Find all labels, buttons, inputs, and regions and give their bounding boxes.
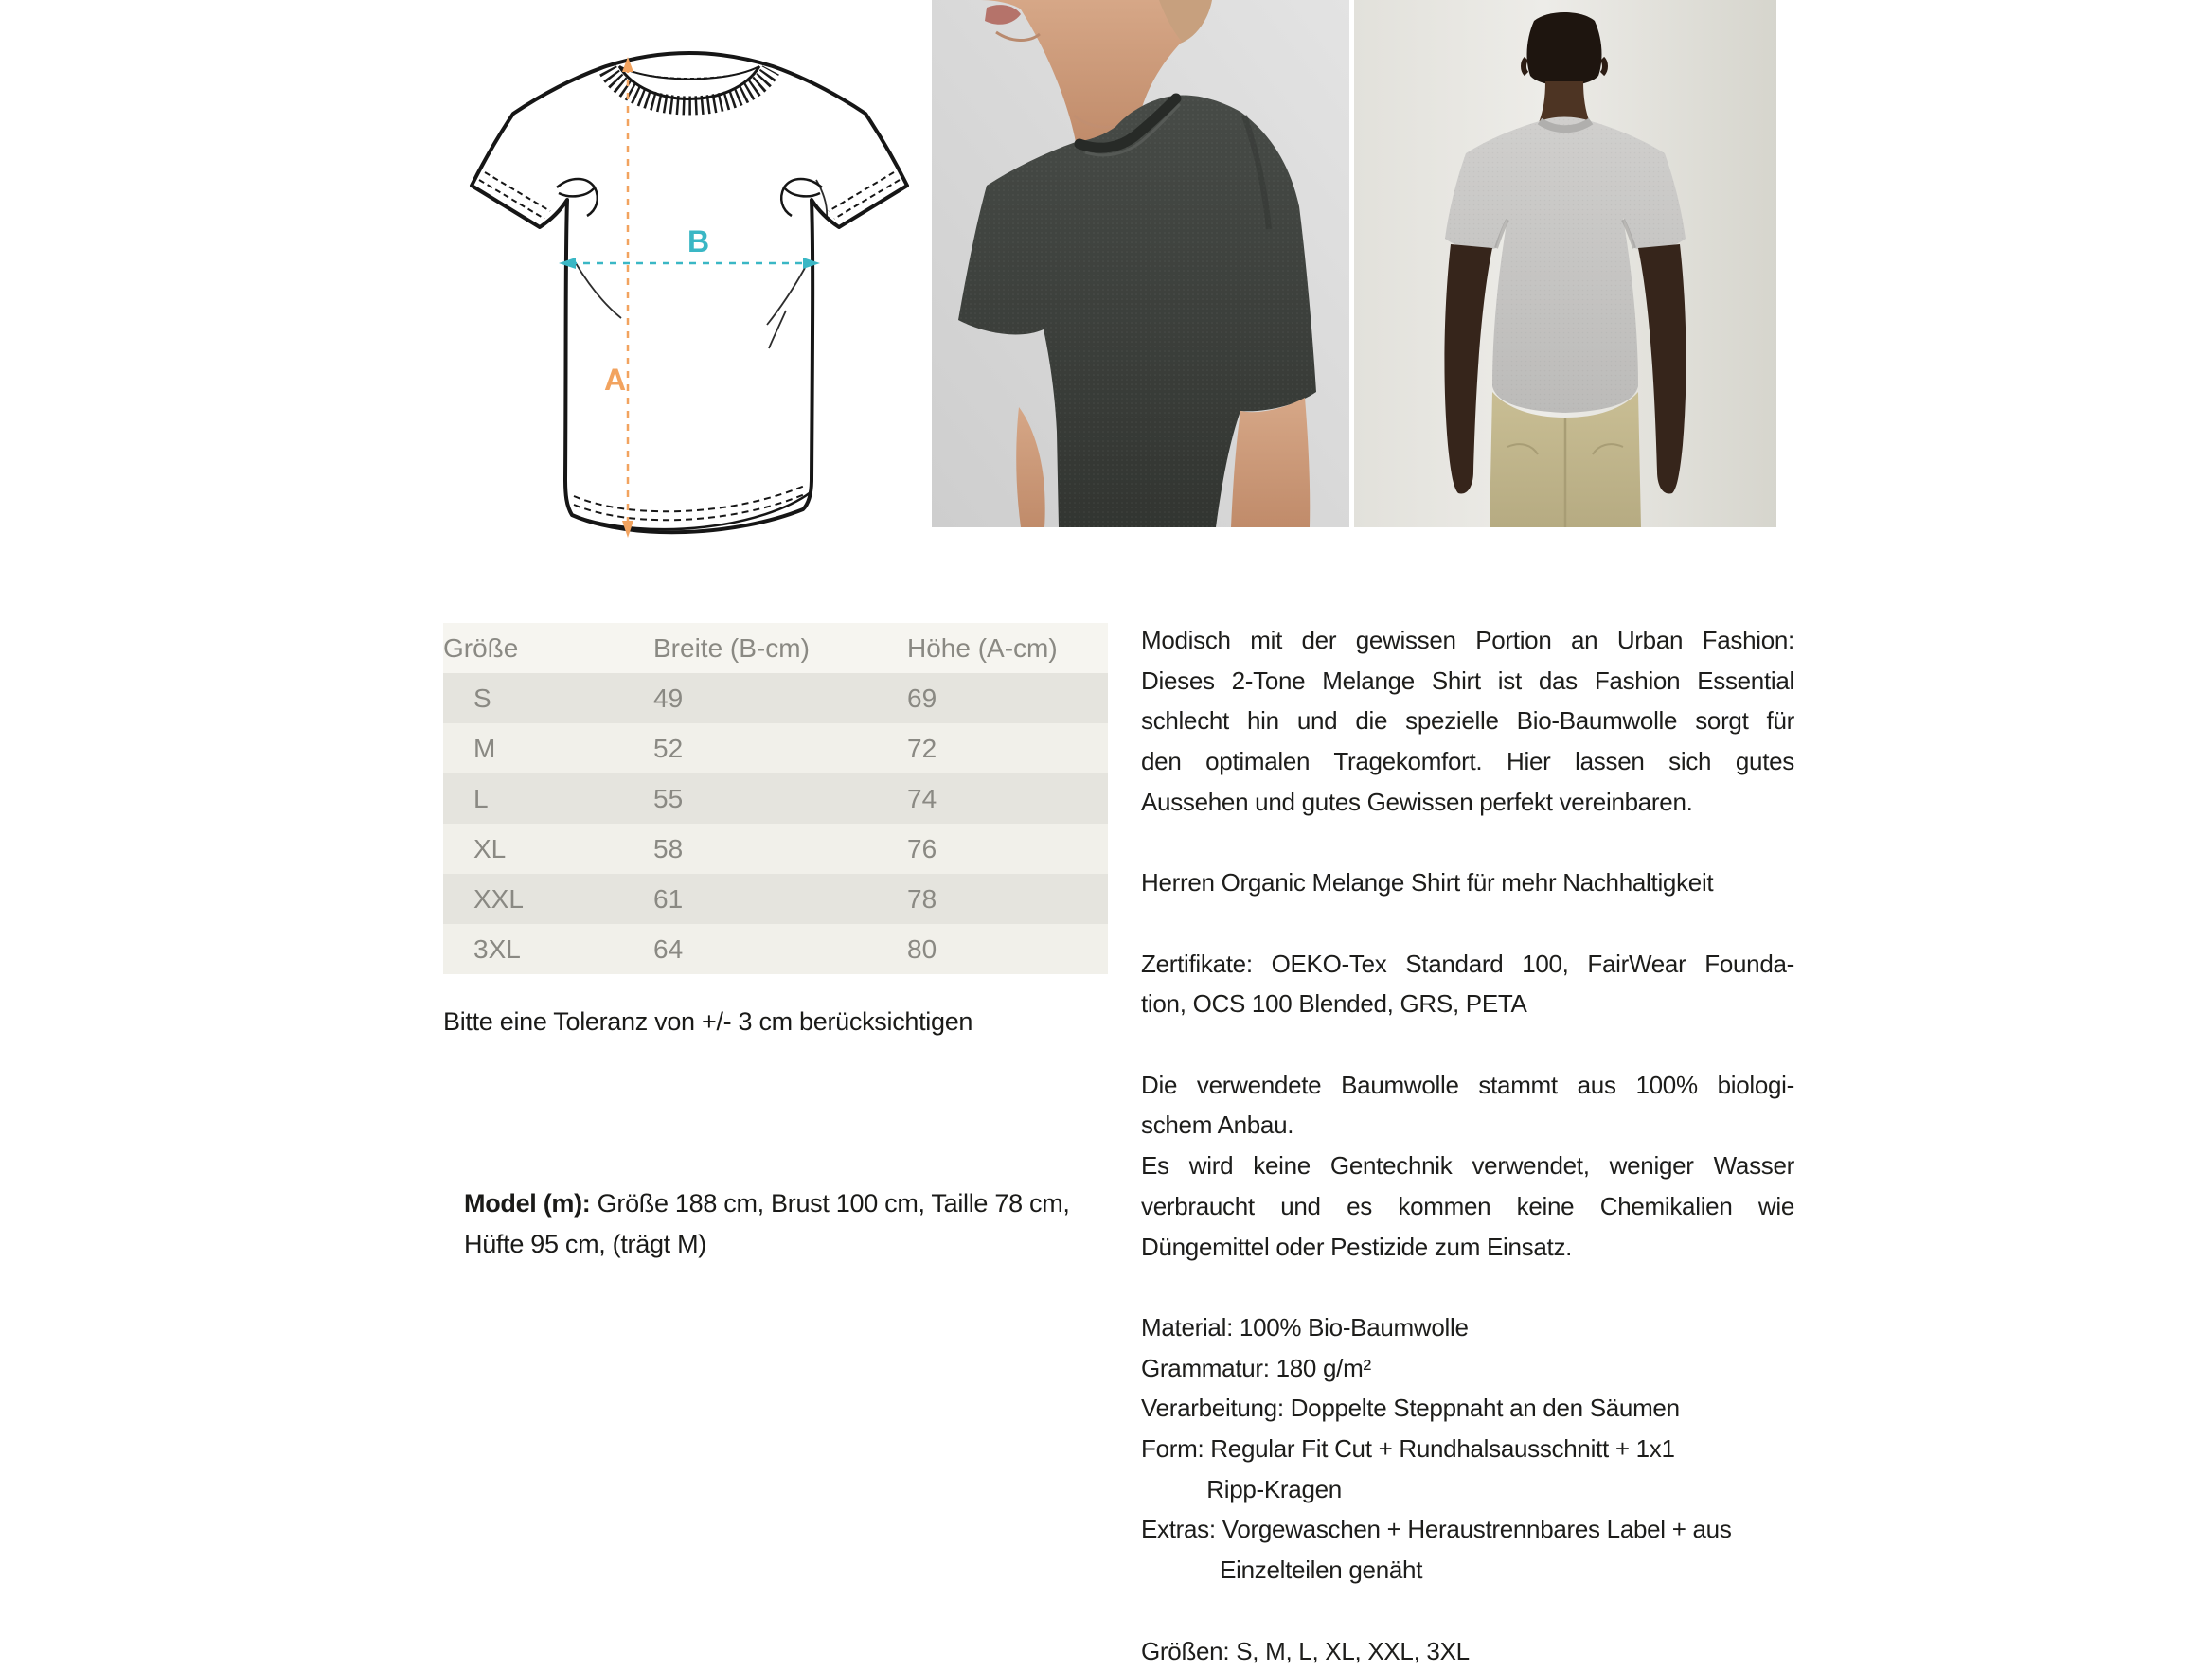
width-cell: 61 bbox=[653, 874, 907, 924]
description-paragraph bbox=[1141, 1307, 1794, 1591]
description-line: Extras: Vorgewaschen + Heraustrennbares Label + aus bbox=[1141, 1509, 1794, 1550]
size-table-row bbox=[443, 673, 1108, 723]
tshirt-measurement-diagram bbox=[453, 27, 945, 557]
size-table-row bbox=[443, 924, 1108, 974]
description-paragraph bbox=[1141, 862, 1794, 903]
model-note-label: Model (m): bbox=[464, 1189, 590, 1218]
description-line: Modisch mit der gewissen Portion an Urban Fashion: bbox=[1141, 620, 1794, 661]
description-paragraph bbox=[1141, 944, 1794, 1024]
height-cell: 74 bbox=[907, 773, 1108, 824]
product-photo-front-dark-shirt bbox=[932, 0, 1349, 527]
height-cell: 76 bbox=[907, 824, 1108, 874]
description-paragraph bbox=[1141, 1146, 1794, 1267]
photo-back-illustration bbox=[1354, 0, 1776, 527]
description-line: Aussehen und gutes Gewissen perfekt vereinbaren. bbox=[1141, 782, 1794, 823]
back-model-head bbox=[1527, 12, 1602, 86]
size-table-header-row bbox=[443, 623, 1108, 673]
size-table-row bbox=[443, 773, 1108, 824]
size-table-header-cell: Höhe (A-cm) bbox=[907, 623, 1108, 673]
description-line: schlecht hin und die spezielle Bio-Baumwolle sorgt für bbox=[1141, 701, 1794, 741]
size-cell: XL bbox=[443, 824, 653, 874]
description-paragraph bbox=[1141, 620, 1794, 823]
description-line: Einzelteilen genäht bbox=[1141, 1550, 1794, 1591]
width-cell: 55 bbox=[653, 773, 907, 824]
description-paragraph bbox=[1141, 1065, 1794, 1146]
description-line: schem Anbau. bbox=[1141, 1105, 1794, 1146]
size-table-row bbox=[443, 824, 1108, 874]
model-note-text: Größe 188 cm, Brust 100 cm, Taille 78 cm, Hüfte 95 cm, (trägt M) bbox=[464, 1189, 1070, 1258]
description-line: Verarbeitung: Doppelte Steppnaht an den Säumen bbox=[1141, 1388, 1794, 1429]
width-cell: 64 bbox=[653, 924, 907, 974]
description-line: Düngemittel oder Pestizide zum Einsatz. bbox=[1141, 1227, 1794, 1268]
description-line: verbraucht und es kommen keine Chemikalien wie bbox=[1141, 1186, 1794, 1227]
size-table-row bbox=[443, 723, 1108, 773]
tshirt-outline bbox=[472, 53, 907, 532]
description-line: Ripp-Kragen bbox=[1141, 1469, 1794, 1510]
size-table-header-cell: Größe bbox=[443, 623, 653, 673]
model-right-arm bbox=[1231, 398, 1310, 527]
description-line: Dieses 2-Tone Melange Shirt ist das Fashion Essential bbox=[1141, 661, 1794, 702]
size-cell: L bbox=[443, 773, 653, 824]
size-cell: S bbox=[443, 673, 653, 723]
width-cell: 58 bbox=[653, 824, 907, 874]
size-table-header-cell: Breite (B-cm) bbox=[653, 623, 907, 673]
tolerance-note: Bitte eine Toleranz von +/- 3 cm berücksichtigen bbox=[443, 1007, 972, 1037]
description-line: Größen: S, M, L, XL, XXL, 3XL bbox=[1141, 1631, 1794, 1671]
description-line: Herren Organic Melange Shirt für mehr Nachhaltigkeit bbox=[1141, 862, 1794, 903]
description-paragraph bbox=[1141, 1631, 1794, 1671]
description-line: Form: Regular Fit Cut + Rundhalsausschnitt + 1x1 bbox=[1141, 1429, 1794, 1469]
model-measurements-note bbox=[464, 1183, 1132, 1265]
size-cell: M bbox=[443, 723, 653, 773]
width-cell: 52 bbox=[653, 723, 907, 773]
height-cell: 72 bbox=[907, 723, 1108, 773]
description-line: Zertifikate: OEKO-Tex Standard 100, FairWear Founda- bbox=[1141, 944, 1794, 985]
height-cell: 69 bbox=[907, 673, 1108, 723]
description-line: den optimalen Tragekomfort. Hier lassen sich gutes bbox=[1141, 741, 1794, 782]
size-cell: XXL bbox=[443, 874, 653, 924]
size-table bbox=[443, 623, 1108, 974]
description-line: Material: 100% Bio-Baumwolle bbox=[1141, 1307, 1794, 1348]
measure-label-a: A bbox=[604, 363, 626, 397]
width-cell: 49 bbox=[653, 673, 907, 723]
height-cell: 78 bbox=[907, 874, 1108, 924]
size-table-row bbox=[443, 874, 1108, 924]
product-photo-back-grey-shirt bbox=[1354, 0, 1776, 527]
description-line: tion, OCS 100 Blended, GRS, PETA bbox=[1141, 984, 1794, 1024]
height-cell: 80 bbox=[907, 924, 1108, 974]
description-line: Grammatur: 180 g/m² bbox=[1141, 1348, 1794, 1389]
size-cell: 3XL bbox=[443, 924, 653, 974]
product-description bbox=[1141, 620, 1794, 1671]
measure-label-b: B bbox=[687, 224, 709, 258]
description-line: Es wird keine Gentechnik verwendet, weniger Wasser bbox=[1141, 1146, 1794, 1186]
description-line: Die verwendete Baumwolle stammt aus 100% biologi- bbox=[1141, 1065, 1794, 1106]
photo-front-illustration bbox=[932, 0, 1349, 527]
